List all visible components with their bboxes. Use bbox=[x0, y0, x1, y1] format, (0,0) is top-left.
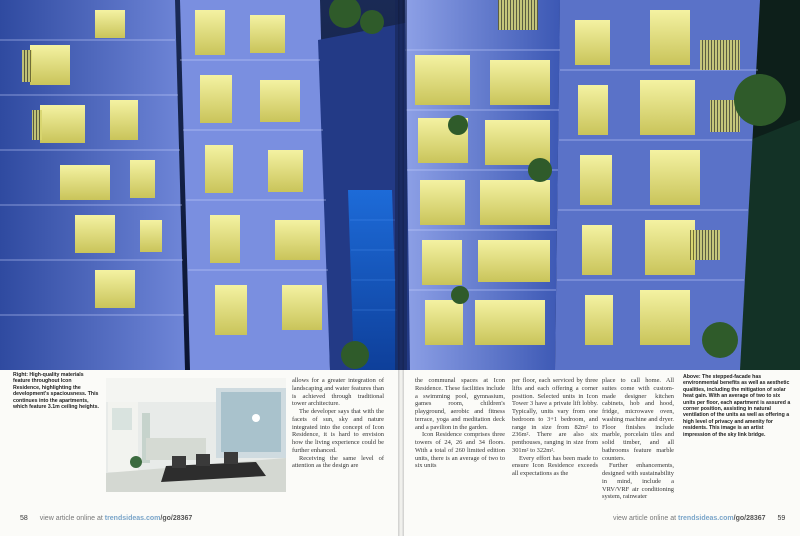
footer-brand-link[interactable]: trendsideas.com bbox=[677, 515, 734, 522]
left-photo-caption: Right: High-quality materials feature throughout Icon Residence, highlighting the development's spaciousness. This continues into the apartments, which feature 3.1m ceiling heights. bbox=[13, 372, 99, 411]
article-column-2 bbox=[415, 377, 505, 470]
right-footer bbox=[613, 515, 795, 522]
article-column-4 bbox=[602, 377, 674, 501]
page-number-left: 58 bbox=[20, 515, 28, 522]
paragraph: place to call home. All suites come with custom-made designer kitchen cabinets, hob and hood, fridge, microwave oven, washing machine and dryer. Floor finishes include marble, porcelain tiles and solid timber, and all bathrooms feature marble counters. bbox=[602, 377, 674, 462]
paragraph: the communal spaces at Icon Residence. These facilities include a swimming pool, gymnasium, games room, children's playground, aerobic and fitness terrace, yoga and meditation deck and a pavilion in the garden. bbox=[415, 377, 505, 431]
paragraph: Icon Residence comprises three towers of 24, 26 and 34 floors. With a total of 260 limited edition units, there is an average of two to six units bbox=[415, 431, 505, 470]
article-column-3 bbox=[512, 377, 598, 478]
paragraph: Receiving the same level of attention as the design are bbox=[292, 454, 384, 470]
paragraph: The developer says that with the facets of sun, sky and nature integrated into the concept of Icon Residence, it is hard to envision how the living experience could be further enhanced. bbox=[292, 408, 384, 454]
paragraph: per floor, each serviced by three lifts and each offering a corner position. Selected units in Icon Tower 3 have a private lift lobby. Typically, units vary from one bedroom to 3+1 bedroom, and range in size from 82m² to 236m². There are also six penthouses, ranging in size from 301m² to 322m². bbox=[512, 377, 598, 454]
footer-path: /go/28367 bbox=[160, 515, 193, 522]
footer-brand-link[interactable]: trendsideas.com bbox=[104, 515, 161, 522]
paragraph: Every effort has been made to ensure Icon Residence exceeds all expectations as the bbox=[512, 454, 598, 477]
page-number-right: 59 bbox=[777, 515, 786, 522]
left-footer bbox=[10, 515, 192, 522]
interior-photo bbox=[106, 378, 286, 492]
paragraph: Further enhancements, designed with sustainability in mind, include a VRV/VRF air conditioning system, rainwater bbox=[602, 462, 674, 501]
footer-prefix: view article online at bbox=[613, 515, 677, 522]
right-photo-caption: Above: The stepped-facade has environmental benefits as well as aesthetic qualities, including the mitigation of solar heat gain. With an average of two to six units per floor, each apartment is assured a corner position, assisting in natural ventilation of the units as well as offering a high level of privacy and amenity for residents. This image is an artist impression of the sky link bridge. bbox=[683, 374, 791, 438]
paragraph: allows for a greater integration of landscaping and water features than is achieved through traditional tower architecture. bbox=[292, 377, 384, 408]
footer-prefix: view article online at bbox=[39, 515, 103, 522]
footer-path: /go/28367 bbox=[733, 515, 766, 522]
article-column-1 bbox=[292, 377, 384, 470]
